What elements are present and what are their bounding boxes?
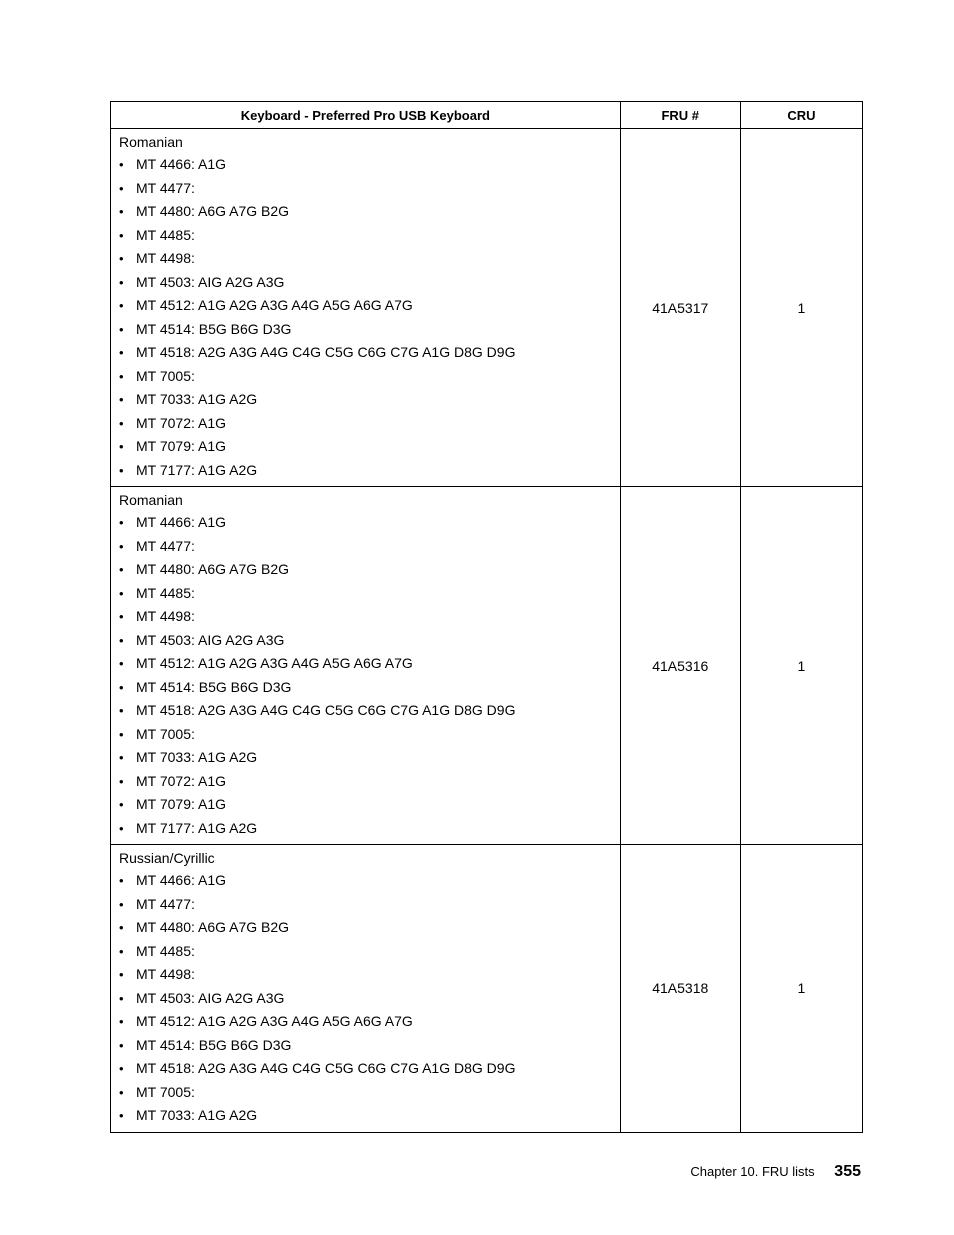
machine-type-text: MT 4514: B5G B6G D3G: [136, 320, 292, 337]
list-item: [119, 676, 620, 700]
fru-number-cell: 41A5318: [620, 845, 740, 1133]
page-number: 355: [834, 1163, 861, 1180]
bullet-icon: •: [119, 392, 124, 407]
machine-type-text: MT 4466: A1G: [136, 872, 227, 888]
machine-type-text: MT 7072: A1G: [136, 772, 227, 789]
bullet-icon: •: [119, 562, 124, 577]
machine-type-text: MT 4498:: [136, 250, 195, 266]
table-row: [111, 845, 863, 1133]
machine-type-text: MT 4512: A1G A2G A3G A4G A5G A6G A7G: [136, 297, 413, 313]
machine-type-text: MT 4514: B5G B6G D3G: [136, 1036, 292, 1053]
list-item: [119, 699, 620, 723]
machine-type-text: MT 4512: A1G A2G A3G A4G A5G A6G A7G: [136, 1013, 413, 1029]
bullet-icon: •: [119, 298, 124, 313]
list-item: [119, 365, 620, 389]
machine-type-text: MT 4480: A6G A7G B2G: [136, 919, 290, 935]
keyboard-language: Russian/Cyrillic: [119, 850, 215, 866]
keyboard-language: Romanian: [119, 492, 183, 508]
bullet-icon: •: [119, 773, 124, 789]
list-item: [119, 793, 620, 817]
list-item: [119, 224, 620, 248]
list-item: [119, 1081, 620, 1105]
keyboard-description-cell: [111, 845, 621, 1133]
bullet-icon: •: [119, 656, 124, 671]
machine-type-text: MT 4477:: [136, 537, 195, 554]
header-description: Keyboard - Preferred Pro USB Keyboard: [111, 102, 621, 129]
keyboard-description-cell: [111, 487, 621, 845]
bullet-icon: •: [119, 1061, 124, 1076]
list-item: [119, 341, 620, 365]
chapter-title: Chapter 10. FRU lists: [690, 1164, 815, 1179]
bullet-icon: •: [119, 462, 124, 478]
keyboard-language: Romanian: [119, 134, 183, 150]
machine-type-list: [119, 511, 620, 840]
bullet-icon: •: [119, 726, 124, 742]
machine-type-text: MT 7005:: [136, 367, 195, 384]
machine-type-text: MT 4485:: [136, 584, 195, 601]
machine-type-text: MT 4503: AIG A2G A3G: [136, 631, 285, 648]
machine-type-text: MT 7079: A1G: [136, 438, 227, 454]
machine-type-text: MT 4503: AIG A2G A3G: [136, 989, 285, 1006]
machine-type-text: MT 7033: A1G A2G: [136, 749, 258, 765]
table-header: [111, 102, 863, 129]
table-row: [111, 487, 863, 845]
machine-type-text: MT 4485:: [136, 942, 195, 959]
list-item: [119, 294, 620, 318]
machine-type-text: MT 4514: B5G B6G D3G: [136, 678, 292, 695]
list-item: [119, 1104, 620, 1128]
bullet-icon: •: [119, 920, 124, 935]
machine-type-text: MT 4498:: [136, 608, 195, 624]
bullet-icon: •: [119, 415, 124, 431]
list-item: [119, 200, 620, 224]
list-item: [119, 153, 620, 177]
cru-cell: 1: [740, 487, 862, 845]
list-item: [119, 746, 620, 770]
bullet-icon: •: [119, 1084, 124, 1100]
bullet-icon: •: [119, 368, 124, 384]
bullet-icon: •: [119, 585, 124, 601]
page-footer: [690, 1163, 861, 1181]
list-item: [119, 916, 620, 940]
machine-type-text: MT 4477:: [136, 179, 195, 196]
machine-type-text: MT 4512: A1G A2G A3G A4G A5G A6G A7G: [136, 655, 413, 671]
bullet-icon: •: [119, 797, 124, 812]
fru-table: [110, 101, 863, 1133]
cru-cell: 1: [740, 845, 862, 1133]
bullet-icon: •: [119, 873, 124, 888]
bullet-icon: •: [119, 180, 124, 196]
bullet-icon: •: [119, 750, 124, 765]
list-item: [119, 963, 620, 987]
cru-cell: 1: [740, 129, 862, 487]
machine-type-text: MT 4498:: [136, 966, 195, 982]
bullet-icon: •: [119, 1108, 124, 1123]
machine-type-text: MT 7079: A1G: [136, 796, 227, 812]
list-item: [119, 177, 620, 201]
list-item: [119, 605, 620, 629]
list-item: [119, 511, 620, 535]
bullet-icon: •: [119, 820, 124, 836]
bullet-icon: •: [119, 321, 124, 337]
list-item: [119, 535, 620, 559]
bullet-icon: •: [119, 896, 124, 912]
machine-type-text: MT 4518: A2G A3G A4G C4G C5G C6G C7G A1G D8G D9G: [136, 702, 516, 718]
list-item: [119, 388, 620, 412]
bullet-icon: •: [119, 538, 124, 554]
machine-type-list: [119, 869, 620, 1128]
header-row: [111, 102, 863, 129]
list-item: [119, 435, 620, 459]
table-row: [111, 129, 863, 487]
list-item: [119, 1010, 620, 1034]
list-item: [119, 940, 620, 964]
machine-type-text: MT 4480: A6G A7G B2G: [136, 203, 290, 219]
machine-type-text: MT 7177: A1G A2G: [136, 461, 258, 478]
list-item: [119, 459, 620, 483]
fru-number-cell: 41A5317: [620, 129, 740, 487]
bullet-icon: •: [119, 632, 124, 648]
machine-type-text: MT 4477:: [136, 895, 195, 912]
bullet-icon: •: [119, 345, 124, 360]
machine-type-text: MT 7177: A1G A2G: [136, 819, 258, 836]
bullet-icon: •: [119, 274, 124, 290]
machine-type-text: MT 4480: A6G A7G B2G: [136, 561, 290, 577]
machine-type-text: MT 7005:: [136, 725, 195, 742]
bullet-icon: •: [119, 1037, 124, 1053]
machine-type-text: MT 7033: A1G A2G: [136, 391, 258, 407]
list-item: [119, 412, 620, 436]
table-body: [111, 129, 863, 1133]
list-item: [119, 318, 620, 342]
bullet-icon: •: [119, 990, 124, 1006]
machine-type-text: MT 4466: A1G: [136, 156, 227, 172]
machine-type-list: [119, 153, 620, 482]
list-item: [119, 770, 620, 794]
list-item: [119, 893, 620, 917]
list-item: [119, 271, 620, 295]
header-fru: FRU #: [620, 102, 740, 129]
list-item: [119, 987, 620, 1011]
list-item: [119, 723, 620, 747]
bullet-icon: •: [119, 157, 124, 172]
machine-type-text: MT 7005:: [136, 1083, 195, 1100]
machine-type-text: MT 4518: A2G A3G A4G C4G C5G C6G C7G A1G D8G D9G: [136, 344, 516, 360]
list-item: [119, 558, 620, 582]
list-item: [119, 247, 620, 271]
bullet-icon: •: [119, 251, 124, 266]
list-item: [119, 817, 620, 841]
bullet-icon: •: [119, 515, 124, 530]
list-item: [119, 1057, 620, 1081]
header-cru: CRU: [740, 102, 862, 129]
machine-type-text: MT 4503: AIG A2G A3G: [136, 273, 285, 290]
list-item: [119, 869, 620, 893]
fru-number-cell: 41A5316: [620, 487, 740, 845]
bullet-icon: •: [119, 227, 124, 243]
keyboard-description-cell: [111, 129, 621, 487]
machine-type-text: MT 4518: A2G A3G A4G C4G C5G C6G C7G A1G D8G D9G: [136, 1060, 516, 1076]
bullet-icon: •: [119, 943, 124, 959]
machine-type-text: MT 7072: A1G: [136, 414, 227, 431]
list-item: [119, 582, 620, 606]
bullet-icon: •: [119, 679, 124, 695]
bullet-icon: •: [119, 439, 124, 454]
list-item: [119, 629, 620, 653]
bullet-icon: •: [119, 609, 124, 624]
bullet-icon: •: [119, 204, 124, 219]
machine-type-text: MT 7033: A1G A2G: [136, 1107, 258, 1123]
bullet-icon: •: [119, 703, 124, 718]
bullet-icon: •: [119, 967, 124, 982]
machine-type-text: MT 4466: A1G: [136, 514, 227, 530]
machine-type-text: MT 4485:: [136, 226, 195, 243]
list-item: [119, 652, 620, 676]
bullet-icon: •: [119, 1014, 124, 1029]
list-item: [119, 1034, 620, 1058]
